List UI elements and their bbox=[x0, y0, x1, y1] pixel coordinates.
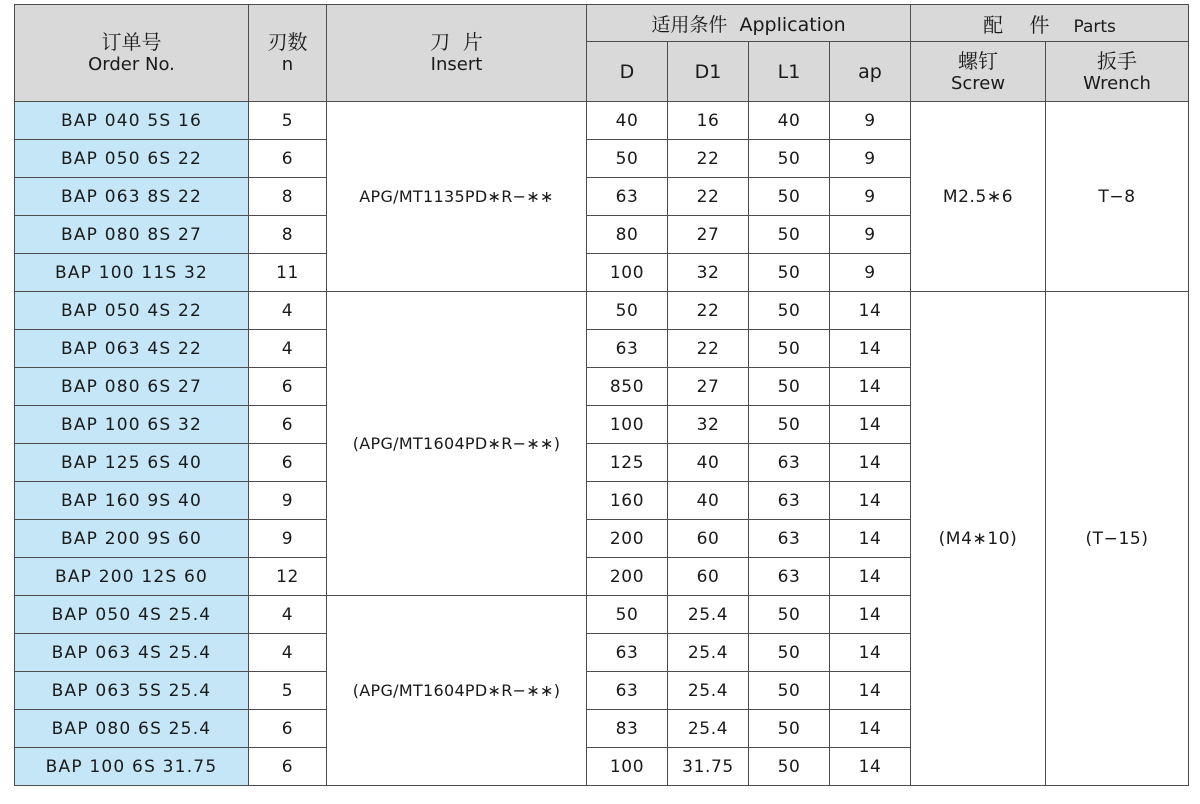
diameter-d-cell: 200 bbox=[587, 520, 668, 558]
order-number-cell: BAP 080 8S 27 bbox=[15, 216, 249, 254]
diameter-d-cell: 100 bbox=[587, 406, 668, 444]
teeth-count-cell: 4 bbox=[249, 330, 327, 368]
depth-ap-cell: 14 bbox=[830, 672, 911, 710]
diameter-d-cell: 83 bbox=[587, 710, 668, 748]
length-l1-cell: 50 bbox=[749, 140, 830, 178]
teeth-count-cell: 8 bbox=[249, 178, 327, 216]
table-row bbox=[15, 292, 1189, 330]
depth-ap-cell: 14 bbox=[830, 444, 911, 482]
length-l1-cell: 50 bbox=[749, 634, 830, 672]
depth-ap-cell: 14 bbox=[830, 368, 911, 406]
order-number-cell: BAP 050 4S 25.4 bbox=[15, 596, 249, 634]
diameter-d1-cell: 60 bbox=[668, 520, 749, 558]
order-number-cell: BAP 080 6S 25.4 bbox=[15, 710, 249, 748]
length-l1-cell: 50 bbox=[749, 292, 830, 330]
diameter-d1-cell: 25.4 bbox=[668, 710, 749, 748]
length-l1-cell: 50 bbox=[749, 596, 830, 634]
diameter-d1-cell: 22 bbox=[668, 292, 749, 330]
order-number-cell: BAP 125 6S 40 bbox=[15, 444, 249, 482]
screw-cell: (M4∗10) bbox=[911, 292, 1046, 786]
teeth-count-cell: 5 bbox=[249, 102, 327, 140]
order-number-cell: BAP 063 8S 22 bbox=[15, 178, 249, 216]
header-parts bbox=[911, 5, 1189, 42]
diameter-d1-cell: 32 bbox=[668, 254, 749, 292]
diameter-d1-cell: 16 bbox=[668, 102, 749, 140]
spec-table bbox=[14, 4, 1189, 786]
diameter-d1-cell: 40 bbox=[668, 482, 749, 520]
diameter-d-cell: 100 bbox=[587, 748, 668, 786]
length-l1-cell: 63 bbox=[749, 520, 830, 558]
order-number-cell: BAP 080 6S 27 bbox=[15, 368, 249, 406]
depth-ap-cell: 9 bbox=[830, 178, 911, 216]
header-col-d: D bbox=[587, 42, 668, 102]
order-number-cell: BAP 063 4S 25.4 bbox=[15, 634, 249, 672]
teeth-count-cell: 6 bbox=[249, 444, 327, 482]
diameter-d1-cell: 32 bbox=[668, 406, 749, 444]
header-teeth bbox=[249, 5, 327, 102]
order-number-cell: BAP 050 6S 22 bbox=[15, 140, 249, 178]
diameter-d1-cell: 25.4 bbox=[668, 596, 749, 634]
diameter-d1-cell: 25.4 bbox=[668, 634, 749, 672]
depth-ap-cell: 14 bbox=[830, 748, 911, 786]
teeth-count-cell: 8 bbox=[249, 216, 327, 254]
order-number-cell: BAP 100 6S 31.75 bbox=[15, 748, 249, 786]
order-number-cell: BAP 200 9S 60 bbox=[15, 520, 249, 558]
header-application: 适用条件 Application bbox=[587, 5, 911, 42]
diameter-d1-cell: 40 bbox=[668, 444, 749, 482]
header-wrench bbox=[1046, 42, 1189, 102]
diameter-d-cell: 40 bbox=[587, 102, 668, 140]
teeth-count-cell: 5 bbox=[249, 672, 327, 710]
header-parts-en: Parts bbox=[1073, 16, 1116, 37]
diameter-d-cell: 63 bbox=[587, 634, 668, 672]
diameter-d-cell: 850 bbox=[587, 368, 668, 406]
diameter-d1-cell: 22 bbox=[668, 330, 749, 368]
order-number-cell: BAP 063 5S 25.4 bbox=[15, 672, 249, 710]
length-l1-cell: 50 bbox=[749, 330, 830, 368]
depth-ap-cell: 14 bbox=[830, 292, 911, 330]
diameter-d1-cell: 60 bbox=[668, 558, 749, 596]
header-insert bbox=[327, 5, 587, 102]
length-l1-cell: 50 bbox=[749, 672, 830, 710]
teeth-count-cell: 6 bbox=[249, 406, 327, 444]
header-screw bbox=[911, 42, 1046, 102]
order-number-cell: BAP 160 9S 40 bbox=[15, 482, 249, 520]
order-number-cell: BAP 040 5S 16 bbox=[15, 102, 249, 140]
diameter-d1-cell: 22 bbox=[668, 178, 749, 216]
header-insert-cn: 刀 片 bbox=[430, 30, 483, 54]
depth-ap-cell: 9 bbox=[830, 254, 911, 292]
diameter-d1-cell: 27 bbox=[668, 216, 749, 254]
insert-cell: (APG/MT1604PD∗R−∗∗) bbox=[327, 292, 587, 596]
teeth-count-cell: 11 bbox=[249, 254, 327, 292]
diameter-d1-cell: 22 bbox=[668, 140, 749, 178]
table-row bbox=[15, 102, 1189, 140]
length-l1-cell: 50 bbox=[749, 748, 830, 786]
length-l1-cell: 50 bbox=[749, 710, 830, 748]
teeth-count-cell: 4 bbox=[249, 292, 327, 330]
table-body bbox=[15, 102, 1189, 786]
diameter-d-cell: 80 bbox=[587, 216, 668, 254]
header-order bbox=[15, 5, 249, 102]
depth-ap-cell: 14 bbox=[830, 596, 911, 634]
length-l1-cell: 40 bbox=[749, 102, 830, 140]
screw-cell: M2.5∗6 bbox=[911, 102, 1046, 292]
diameter-d-cell: 63 bbox=[587, 672, 668, 710]
header-col-l1: L1 bbox=[749, 42, 830, 102]
spec-table-wrapper bbox=[14, 4, 1188, 786]
diameter-d1-cell: 27 bbox=[668, 368, 749, 406]
length-l1-cell: 50 bbox=[749, 178, 830, 216]
header-col-d1: D1 bbox=[668, 42, 749, 102]
table-header bbox=[15, 5, 1189, 102]
header-wrench-en: Wrench bbox=[1083, 72, 1151, 94]
teeth-count-cell: 4 bbox=[249, 634, 327, 672]
header-wrench-cn: 扳手 bbox=[1097, 48, 1137, 73]
depth-ap-cell: 14 bbox=[830, 482, 911, 520]
diameter-d1-cell: 31.75 bbox=[668, 748, 749, 786]
diameter-d-cell: 50 bbox=[587, 596, 668, 634]
diameter-d-cell: 160 bbox=[587, 482, 668, 520]
order-number-cell: BAP 063 4S 22 bbox=[15, 330, 249, 368]
teeth-count-cell: 6 bbox=[249, 748, 327, 786]
teeth-count-cell: 9 bbox=[249, 520, 327, 558]
depth-ap-cell: 14 bbox=[830, 520, 911, 558]
header-screw-en: Screw bbox=[950, 72, 1006, 94]
teeth-count-cell: 12 bbox=[249, 558, 327, 596]
length-l1-cell: 50 bbox=[749, 368, 830, 406]
order-number-cell: BAP 050 4S 22 bbox=[15, 292, 249, 330]
header-order-en: Order No. bbox=[88, 54, 175, 75]
header-insert-en: Insert bbox=[430, 54, 483, 75]
header-order-cn: 订单号 bbox=[101, 30, 162, 54]
insert-cell: APG/MT1135PD∗R−∗∗ bbox=[327, 102, 587, 292]
length-l1-cell: 63 bbox=[749, 444, 830, 482]
header-parts-cn: 配 件 bbox=[983, 12, 1060, 37]
diameter-d-cell: 63 bbox=[587, 178, 668, 216]
teeth-count-cell: 4 bbox=[249, 596, 327, 634]
depth-ap-cell: 14 bbox=[830, 558, 911, 596]
teeth-count-cell: 6 bbox=[249, 140, 327, 178]
header-screw-cn: 螺钉 bbox=[958, 48, 998, 73]
diameter-d-cell: 50 bbox=[587, 292, 668, 330]
length-l1-cell: 63 bbox=[749, 558, 830, 596]
wrench-cell: T−8 bbox=[1046, 102, 1189, 292]
teeth-count-cell: 6 bbox=[249, 710, 327, 748]
teeth-count-cell: 6 bbox=[249, 368, 327, 406]
depth-ap-cell: 14 bbox=[830, 406, 911, 444]
order-number-cell: BAP 100 11S 32 bbox=[15, 254, 249, 292]
depth-ap-cell: 9 bbox=[830, 216, 911, 254]
order-number-cell: BAP 200 12S 60 bbox=[15, 558, 249, 596]
diameter-d-cell: 50 bbox=[587, 140, 668, 178]
wrench-cell: (T−15) bbox=[1046, 292, 1189, 786]
insert-cell: (APG/MT1604PD∗R−∗∗) bbox=[327, 596, 587, 786]
length-l1-cell: 50 bbox=[749, 406, 830, 444]
diameter-d-cell: 63 bbox=[587, 330, 668, 368]
header-teeth-en: n bbox=[281, 54, 294, 75]
diameter-d1-cell: 25.4 bbox=[668, 672, 749, 710]
depth-ap-cell: 14 bbox=[830, 634, 911, 672]
header-row-top bbox=[15, 5, 1189, 42]
length-l1-cell: 50 bbox=[749, 216, 830, 254]
teeth-count-cell: 9 bbox=[249, 482, 327, 520]
length-l1-cell: 50 bbox=[749, 254, 830, 292]
length-l1-cell: 63 bbox=[749, 482, 830, 520]
depth-ap-cell: 9 bbox=[830, 140, 911, 178]
diameter-d-cell: 200 bbox=[587, 558, 668, 596]
header-col-ap: ap bbox=[830, 42, 911, 102]
depth-ap-cell: 14 bbox=[830, 710, 911, 748]
order-number-cell: BAP 100 6S 32 bbox=[15, 406, 249, 444]
depth-ap-cell: 14 bbox=[830, 330, 911, 368]
depth-ap-cell: 9 bbox=[830, 102, 911, 140]
diameter-d-cell: 125 bbox=[587, 444, 668, 482]
diameter-d-cell: 100 bbox=[587, 254, 668, 292]
header-teeth-cn: 刃数 bbox=[267, 30, 308, 54]
